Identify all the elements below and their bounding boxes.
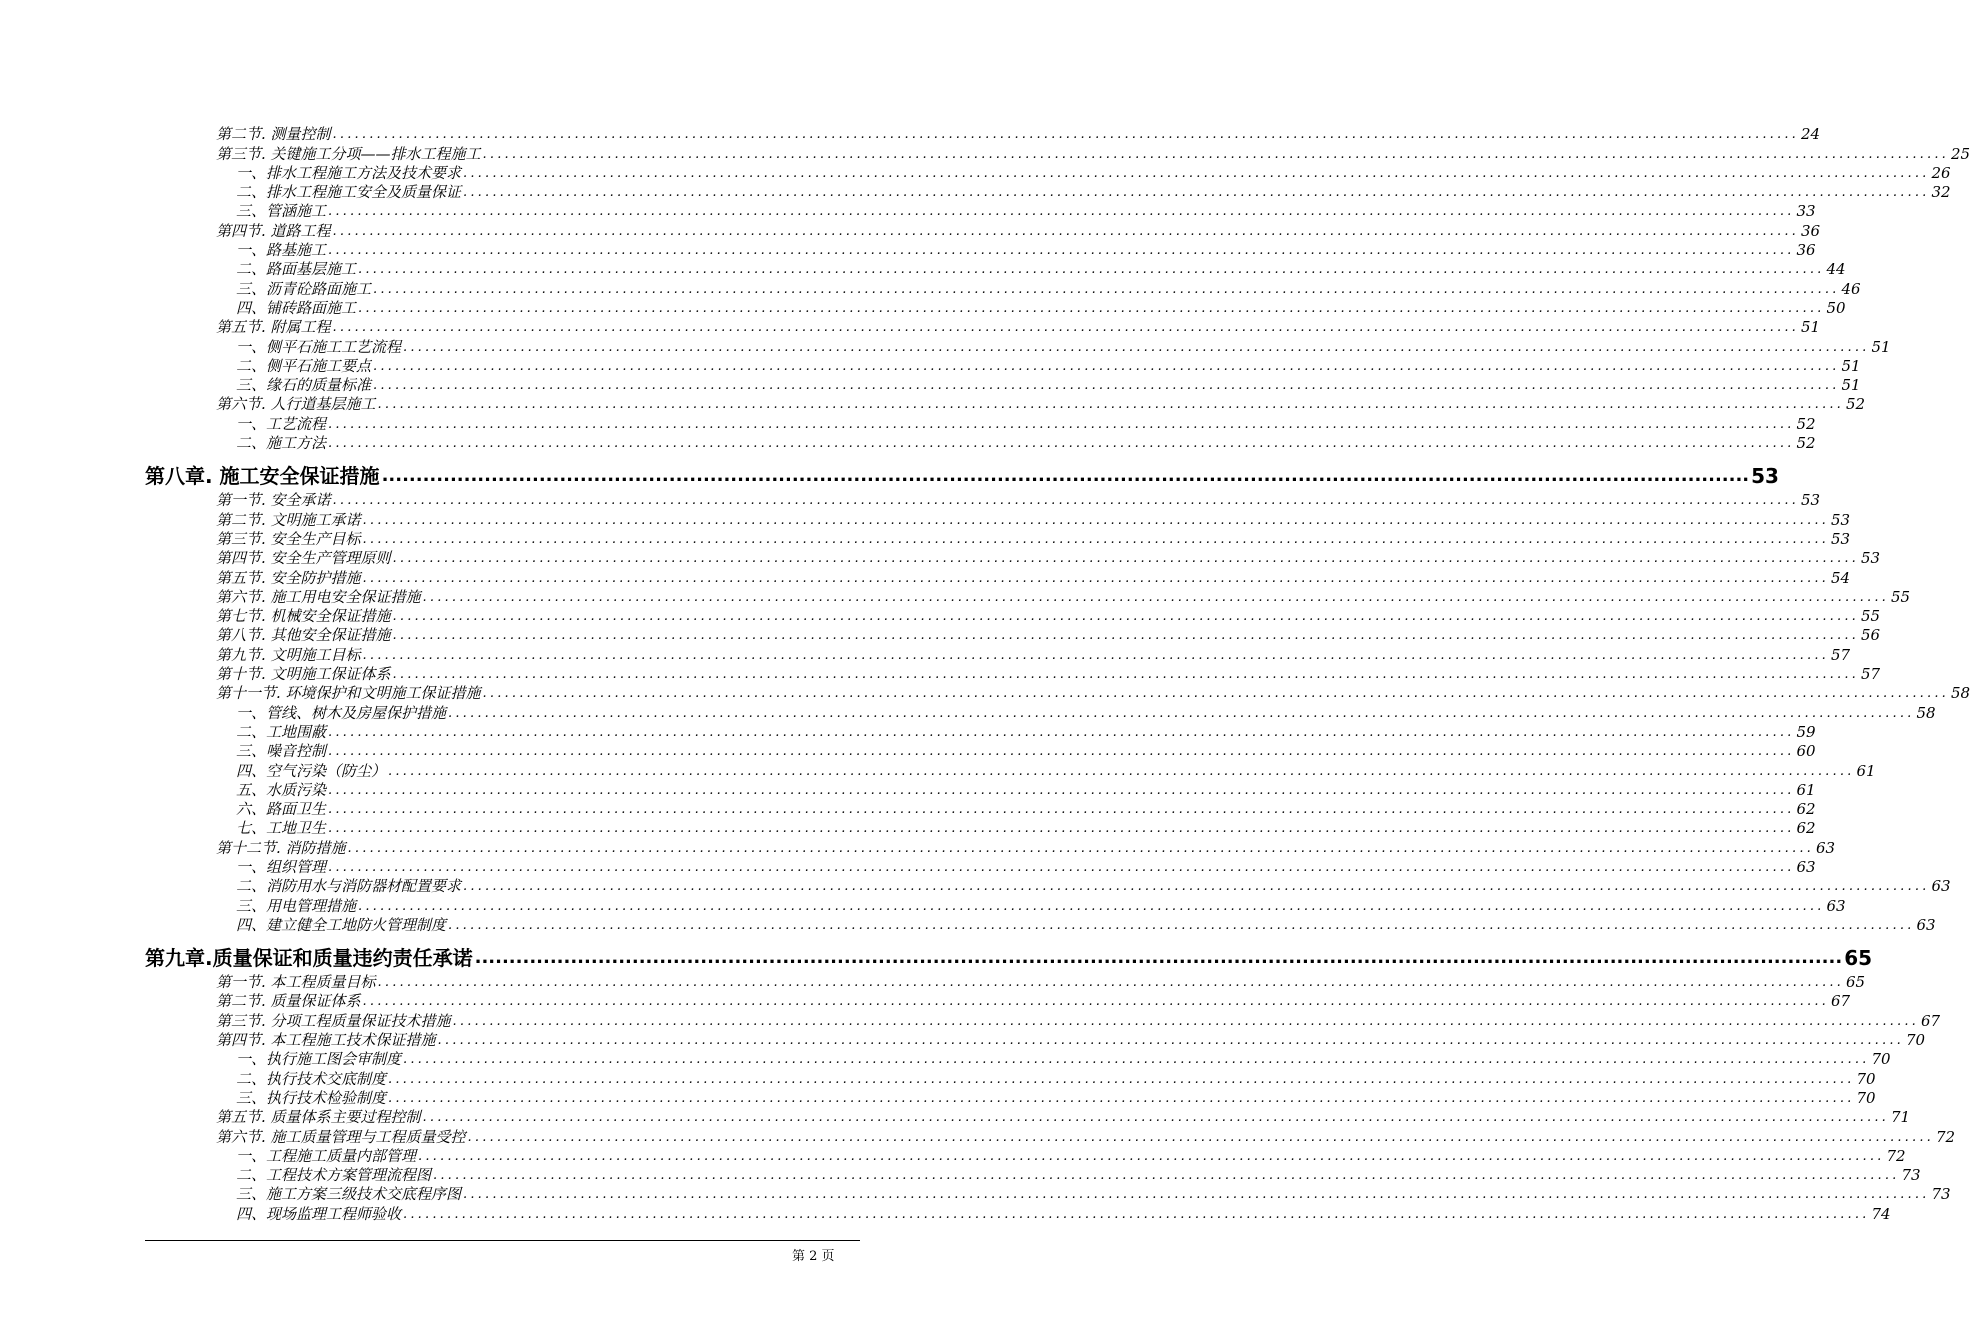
toc-entry-page-number: 70 xyxy=(1856,1069,1876,1088)
toc-entry[interactable] xyxy=(0,722,1816,742)
toc-entry[interactable] xyxy=(0,703,1936,722)
toc-entry-page-number: 51 xyxy=(1871,337,1891,356)
toc-entry[interactable] xyxy=(0,337,1891,356)
toc-entry-label: 二、执行技术交底制度 xyxy=(236,1069,387,1088)
toc-entry[interactable] xyxy=(0,568,1851,587)
toc-entry-label: 三、施工方案三级技术交底程序图 xyxy=(236,1185,462,1204)
toc-entry-page-number: 63 xyxy=(1816,838,1836,857)
footer-divider xyxy=(145,1240,860,1241)
toc-entry[interactable] xyxy=(0,761,1876,780)
toc-entry-page-number: 70 xyxy=(1871,1050,1891,1069)
toc-leader-dots: ........................................................................................................................................................................................................ xyxy=(332,127,1800,143)
toc-entry[interactable] xyxy=(0,800,1816,819)
toc-entry-label: 四、建立健全工地防火管理制度 xyxy=(236,915,447,934)
toc-entry-page-number: 59 xyxy=(1796,722,1816,741)
toc-entry[interactable] xyxy=(0,742,1816,761)
toc-entry[interactable] xyxy=(0,1146,1906,1166)
toc-entry[interactable] xyxy=(0,1166,1921,1185)
toc-entry-label: 二、工地围蔽 xyxy=(236,722,327,741)
toc-entry-label: 一、执行施工图会审制度 xyxy=(236,1050,402,1069)
toc-entry-label: 第十一节. 环境保护和文明施工保证措施 xyxy=(216,684,481,703)
toc-entry[interactable] xyxy=(0,684,1970,703)
toc-entry-page-number: 63 xyxy=(1931,877,1951,896)
toc-leader-dots: ........................................................................................................................................................................................................ xyxy=(403,1206,1870,1222)
toc-entry-label: 四、空气污染（防尘） xyxy=(236,761,387,780)
toc-entry-page-number: 63 xyxy=(1826,896,1846,915)
toc-leader-dots: ........................................................................................................................................................................................................ xyxy=(388,1090,1855,1106)
toc-entry-label: 第六节. 施工用电安全保证措施 xyxy=(216,587,421,606)
toc-entry-label: 第三节. 关键施工分项——排水工程施工 xyxy=(216,144,481,163)
toc-entry-label: 第九章.质量保证和质量违约责任承诺 xyxy=(145,945,473,970)
toc-entry-page-number: 54 xyxy=(1831,568,1851,587)
toc-entry-page-number: 26 xyxy=(1931,163,1951,182)
toc-leader-dots: ........................................................................................................................................................................................................ xyxy=(463,879,1930,895)
toc-entry-page-number: 65 xyxy=(1844,945,1873,970)
toc-leader-dots: ........................................................................................................................................................................................................ xyxy=(433,1168,1900,1184)
toc-entry-label: 第四节. 本工程施工技术保证措施 xyxy=(216,1031,436,1050)
toc-entry-label: 第二节. 质量保证体系 xyxy=(216,992,361,1011)
toc-entry-label: 二、施工方法 xyxy=(236,434,327,453)
toc-entry[interactable] xyxy=(0,510,1851,529)
toc-leader-dots: ........................................................................................................................................................................................................ xyxy=(328,243,1795,259)
toc-entry[interactable] xyxy=(0,1011,1941,1030)
toc-entry-label: 第四节. 道路工程 xyxy=(216,221,331,240)
toc-entry[interactable] xyxy=(0,1127,1956,1146)
toc-leader-dots: ........................................................................................................................................................................................................ xyxy=(381,465,1750,487)
toc-entry[interactable] xyxy=(0,529,1851,549)
toc-leader-dots: ........................................................................................................................................................................................................ xyxy=(388,763,1855,779)
toc-entry-label: 第五节. 质量体系主要过程控制 xyxy=(216,1108,421,1127)
toc-entry[interactable] xyxy=(0,587,1911,607)
toc-entry-label: 第七节. 机械安全保证措施 xyxy=(216,607,391,626)
toc-entry-label: 一、工艺流程 xyxy=(236,414,327,433)
toc-leader-dots: ........................................................................................................................................................................................................ xyxy=(448,917,1915,933)
toc-entry-page-number: 53 xyxy=(1831,510,1851,529)
toc-entry-page-number: 58 xyxy=(1916,703,1936,722)
toc-entry[interactable] xyxy=(0,414,1816,433)
toc-leader-dots: ........................................................................................................................................................................................................ xyxy=(392,609,1860,625)
toc-entry[interactable] xyxy=(0,1204,1891,1223)
toc-leader-dots: ........................................................................................................................................................................................................ xyxy=(377,975,1845,991)
toc-entry-label: 第六节. 施工质量管理与工程质量受控 xyxy=(216,1127,466,1146)
toc-entry[interactable] xyxy=(0,1050,1891,1069)
toc-leader-dots: ........................................................................................................................................................................................................ xyxy=(362,647,1830,663)
toc-leader-dots: ........................................................................................................................................................................................................ xyxy=(328,724,1795,740)
toc-entry-label: 五、水质污染 xyxy=(236,780,327,799)
toc-entry-page-number: 44 xyxy=(1826,260,1846,279)
toc-leader-dots: ........................................................................................................................................................................................................ xyxy=(467,1129,1935,1145)
toc-entry-page-number: 70 xyxy=(1856,1088,1876,1107)
toc-leader-dots: ........................................................................................................................................................................................................ xyxy=(328,436,1795,452)
toc-entry[interactable] xyxy=(0,992,1851,1011)
toc-entry-page-number: 58 xyxy=(1951,684,1970,703)
toc-entry[interactable] xyxy=(0,376,1861,395)
toc-entry-page-number: 24 xyxy=(1801,125,1821,144)
toc-entry-page-number: 51 xyxy=(1801,318,1821,337)
toc-entry-label: 第三节. 安全生产目标 xyxy=(216,529,361,548)
toc-leader-dots: ........................................................................................................................................................................................................ xyxy=(463,165,1930,181)
toc-leader-dots: ........................................................................................................................................................................................................ xyxy=(418,1148,1885,1164)
toc-entry-label: 一、排水工程施工方法及技术要求 xyxy=(236,163,462,182)
toc-entry[interactable] xyxy=(0,144,1970,163)
toc-leader-dots: ........................................................................................................................................................................................................ xyxy=(392,667,1860,683)
toc-entry[interactable] xyxy=(0,607,1881,626)
toc-entry-page-number: 74 xyxy=(1871,1204,1891,1223)
toc-entry-label: 第十节. 文明施工保证体系 xyxy=(216,665,391,684)
toc-entry-label: 第三节. 分项工程质量保证技术措施 xyxy=(216,1011,451,1030)
toc-leader-dots: ........................................................................................................................................................................................................ xyxy=(377,397,1845,413)
toc-entry-label: 第一节. 安全承诺 xyxy=(216,491,331,510)
toc-entry-page-number: 60 xyxy=(1796,742,1816,761)
toc-entry[interactable] xyxy=(0,1108,1911,1127)
toc-entry[interactable] xyxy=(0,1088,1876,1108)
toc-entry[interactable] xyxy=(0,626,1881,645)
toc-entry[interactable] xyxy=(0,202,1816,221)
toc-leader-dots: ........................................................................................................................................................................................................ xyxy=(328,802,1795,818)
toc-entry[interactable] xyxy=(0,434,1816,453)
toc-entry-label: 三、管涵施工 xyxy=(236,202,327,221)
toc-entry[interactable] xyxy=(0,1069,1876,1088)
toc-leader-dots: ........................................................................................................................................................................................................ xyxy=(392,628,1860,644)
toc-leader-dots: ........................................................................................................................................................................................................ xyxy=(448,705,1915,721)
toc-entry-label: 六、路面卫生 xyxy=(236,800,327,819)
toc-entry-page-number: 53 xyxy=(1831,529,1851,548)
toc-entry[interactable] xyxy=(0,665,1881,684)
toc-entry-page-number: 73 xyxy=(1901,1166,1921,1185)
toc-entry-label: 三、执行技术检验制度 xyxy=(236,1088,387,1107)
toc-chapter-entry[interactable] xyxy=(0,461,1779,491)
toc-entry-label: 第十二节. 消防措施 xyxy=(216,838,346,857)
toc-entry[interactable] xyxy=(0,819,1816,838)
toc-entry[interactable] xyxy=(0,163,1951,183)
toc-entry-page-number: 33 xyxy=(1796,202,1816,221)
toc-leader-dots: ........................................................................................................................................................................................................ xyxy=(373,378,1840,394)
toc-entry-label: 一、组织管理 xyxy=(236,857,327,876)
toc-entry-label: 二、侧平石施工要点 xyxy=(236,356,372,375)
toc-entry-page-number: 65 xyxy=(1846,973,1866,992)
toc-entry-page-number: 70 xyxy=(1906,1031,1926,1050)
toc-leader-dots: ........................................................................................................................................................................................................ xyxy=(373,358,1840,374)
toc-entry-page-number: 50 xyxy=(1826,298,1846,317)
toc-leader-dots: ........................................................................................................................................................................................................ xyxy=(463,1187,1930,1203)
toc-leader-dots: ........................................................................................................................................................................................................ xyxy=(328,744,1795,760)
toc-entry-label: 三、噪音控制 xyxy=(236,742,327,761)
toc-entry[interactable] xyxy=(0,395,1866,414)
toc-entry[interactable] xyxy=(0,780,1816,800)
table-of-contents xyxy=(0,125,1970,1224)
toc-leader-dots: ........................................................................................................................................................................................................ xyxy=(362,570,1830,586)
toc-entry-label: 二、消防用水与消防器材配置要求 xyxy=(236,877,462,896)
toc-entry[interactable] xyxy=(0,857,1816,877)
toc-leader-dots: ........................................................................................................................................................................................................ xyxy=(452,1013,1920,1029)
toc-entry-page-number: 53 xyxy=(1861,549,1881,568)
toc-entry[interactable] xyxy=(0,260,1846,279)
toc-leader-dots: ........................................................................................................................................................................................................ xyxy=(328,416,1795,432)
toc-entry-page-number: 61 xyxy=(1856,761,1876,780)
toc-entry[interactable] xyxy=(0,356,1861,376)
toc-entry-page-number: 61 xyxy=(1796,780,1816,799)
toc-entry-page-number: 46 xyxy=(1841,279,1861,298)
toc-entry-label: 三、沥青砼路面施工 xyxy=(236,279,372,298)
toc-entry[interactable] xyxy=(0,645,1851,664)
toc-leader-dots: ........................................................................................................................................................................................................ xyxy=(388,1071,1855,1087)
toc-entry-page-number: 71 xyxy=(1891,1108,1911,1127)
toc-leader-dots: ........................................................................................................................................................................................................ xyxy=(328,782,1795,798)
toc-leader-dots: ........................................................................................................................................................................................................ xyxy=(403,339,1870,355)
toc-leader-dots: ........................................................................................................................................................................................................ xyxy=(373,281,1840,297)
toc-entry-page-number: 32 xyxy=(1931,183,1951,202)
toc-entry-label: 三、用电管理措施 xyxy=(236,896,357,915)
toc-entry-page-number: 53 xyxy=(1751,464,1779,489)
toc-leader-dots: ........................................................................................................................................................................................................ xyxy=(332,320,1800,336)
toc-entry-page-number: 67 xyxy=(1921,1011,1941,1030)
toc-entry-label: 二、工程技术方案管理流程图 xyxy=(236,1166,432,1185)
toc-entry-label: 一、管线、树木及房屋保护措施 xyxy=(236,703,447,722)
toc-entry-page-number: 55 xyxy=(1891,587,1911,606)
toc-leader-dots: ........................................................................................................................................................................................................ xyxy=(347,840,1815,856)
toc-entry[interactable] xyxy=(0,838,1836,857)
toc-leader-dots: ........................................................................................................................................................................................................ xyxy=(482,146,1950,162)
toc-entry-page-number: 73 xyxy=(1931,1185,1951,1204)
toc-entry-label: 二、排水工程施工安全及质量保证 xyxy=(236,183,462,202)
toc-entry-page-number: 36 xyxy=(1801,221,1821,240)
toc-entry-page-number: 57 xyxy=(1831,645,1851,664)
toc-entry-page-number: 72 xyxy=(1936,1127,1956,1146)
toc-leader-dots: ........................................................................................................................................................................................................ xyxy=(332,223,1800,239)
toc-entry-page-number: 63 xyxy=(1916,915,1936,934)
toc-entry-label: 四、现场监理工程师验收 xyxy=(236,1204,402,1223)
toc-entry-label: 第二节. 文明施工承诺 xyxy=(216,510,361,529)
toc-entry-page-number: 52 xyxy=(1796,414,1816,433)
toc-entry[interactable] xyxy=(0,1185,1951,1204)
toc-leader-dots: ........................................................................................................................................................................................................ xyxy=(328,821,1795,837)
toc-leader-dots: ........................................................................................................................................................................................................ xyxy=(362,994,1830,1010)
toc-entry[interactable] xyxy=(0,125,1821,144)
toc-entry-page-number: 63 xyxy=(1796,857,1816,876)
toc-entry-label: 第五节. 附属工程 xyxy=(216,318,331,337)
toc-entry-page-number: 51 xyxy=(1841,376,1861,395)
toc-entry[interactable] xyxy=(0,1031,1926,1050)
toc-leader-dots: ........................................................................................................................................................................................................ xyxy=(474,946,1843,968)
toc-leader-dots: ........................................................................................................................................................................................................ xyxy=(392,551,1860,567)
toc-leader-dots: ........................................................................................................................................................................................................ xyxy=(328,859,1795,875)
toc-entry[interactable] xyxy=(0,279,1861,298)
toc-entry-label: 一、路基施工 xyxy=(236,241,327,260)
toc-leader-dots: ........................................................................................................................................................................................................ xyxy=(422,589,1890,605)
toc-entry-page-number: 57 xyxy=(1861,665,1881,684)
toc-entry-page-number: 67 xyxy=(1831,992,1851,1011)
toc-entry-label: 第九节. 文明施工目标 xyxy=(216,645,361,664)
toc-entry[interactable] xyxy=(0,318,1821,337)
toc-leader-dots: ........................................................................................................................................................................................................ xyxy=(482,686,1950,702)
toc-entry[interactable] xyxy=(0,241,1816,260)
toc-entry-label: 第八章. 施工安全保证措施 xyxy=(145,464,380,489)
toc-entry-label: 第二节. 测量控制 xyxy=(216,125,331,144)
toc-entry-page-number: 56 xyxy=(1861,626,1881,645)
toc-entry-label: 二、路面基层施工 xyxy=(236,260,357,279)
toc-leader-dots: ........................................................................................................................................................................................................ xyxy=(422,1110,1890,1126)
toc-leader-dots: ........................................................................................................................................................................................................ xyxy=(358,262,1825,278)
toc-entry[interactable] xyxy=(0,877,1951,896)
toc-entry[interactable] xyxy=(0,491,1821,510)
toc-entry[interactable] xyxy=(0,298,1846,318)
toc-entry-page-number: 52 xyxy=(1846,395,1866,414)
footer-page-number: 第 2 页 xyxy=(792,1249,835,1264)
toc-entry-label: 四、铺砖路面施工 xyxy=(236,298,357,317)
toc-entry[interactable] xyxy=(0,549,1881,568)
toc-entry[interactable] xyxy=(0,183,1951,202)
toc-entry-label: 第八节. 其他安全保证措施 xyxy=(216,626,391,645)
toc-entry[interactable] xyxy=(0,973,1866,992)
toc-entry-page-number: 36 xyxy=(1796,241,1816,260)
toc-entry-page-number: 72 xyxy=(1886,1146,1906,1165)
toc-entry-page-number: 51 xyxy=(1841,356,1861,375)
toc-entry-page-number: 62 xyxy=(1796,800,1816,819)
toc-leader-dots: ........................................................................................................................................................................................................ xyxy=(358,300,1825,316)
toc-leader-dots: ........................................................................................................................................................................................................ xyxy=(332,493,1800,509)
toc-entry-page-number: 62 xyxy=(1796,819,1816,838)
toc-entry-label: 一、侧平石施工工艺流程 xyxy=(236,337,402,356)
toc-entry[interactable] xyxy=(0,915,1936,935)
toc-entry-label: 七、工地卫生 xyxy=(236,819,327,838)
toc-entry[interactable] xyxy=(0,221,1821,240)
toc-leader-dots: ........................................................................................................................................................................................................ xyxy=(437,1033,1905,1049)
toc-leader-dots: ........................................................................................................................................................................................................ xyxy=(362,512,1830,528)
toc-leader-dots: ........................................................................................................................................................................................................ xyxy=(358,898,1825,914)
toc-entry-label: 一、工程施工质量内部管理 xyxy=(236,1146,417,1165)
toc-leader-dots: ........................................................................................................................................................................................................ xyxy=(362,531,1830,547)
toc-chapter-entry[interactable] xyxy=(0,943,1873,973)
toc-entry-page-number: 25 xyxy=(1951,144,1970,163)
toc-leader-dots: ........................................................................................................................................................................................................ xyxy=(403,1052,1870,1068)
toc-entry-page-number: 53 xyxy=(1801,491,1821,510)
toc-entry-label: 第一节. 本工程质量目标 xyxy=(216,973,376,992)
toc-entry-label: 第五节. 安全防护措施 xyxy=(216,568,361,587)
toc-entry-label: 第六节. 人行道基层施工 xyxy=(216,395,376,414)
toc-entry-label: 第四节. 安全生产管理原则 xyxy=(216,549,391,568)
toc-entry-page-number: 52 xyxy=(1796,434,1816,453)
toc-entry[interactable] xyxy=(0,896,1846,915)
toc-leader-dots: ........................................................................................................................................................................................................ xyxy=(328,204,1795,220)
toc-leader-dots: ........................................................................................................................................................................................................ xyxy=(463,185,1930,201)
toc-entry-page-number: 55 xyxy=(1861,607,1881,626)
toc-entry-label: 三、缘石的质量标准 xyxy=(236,376,372,395)
